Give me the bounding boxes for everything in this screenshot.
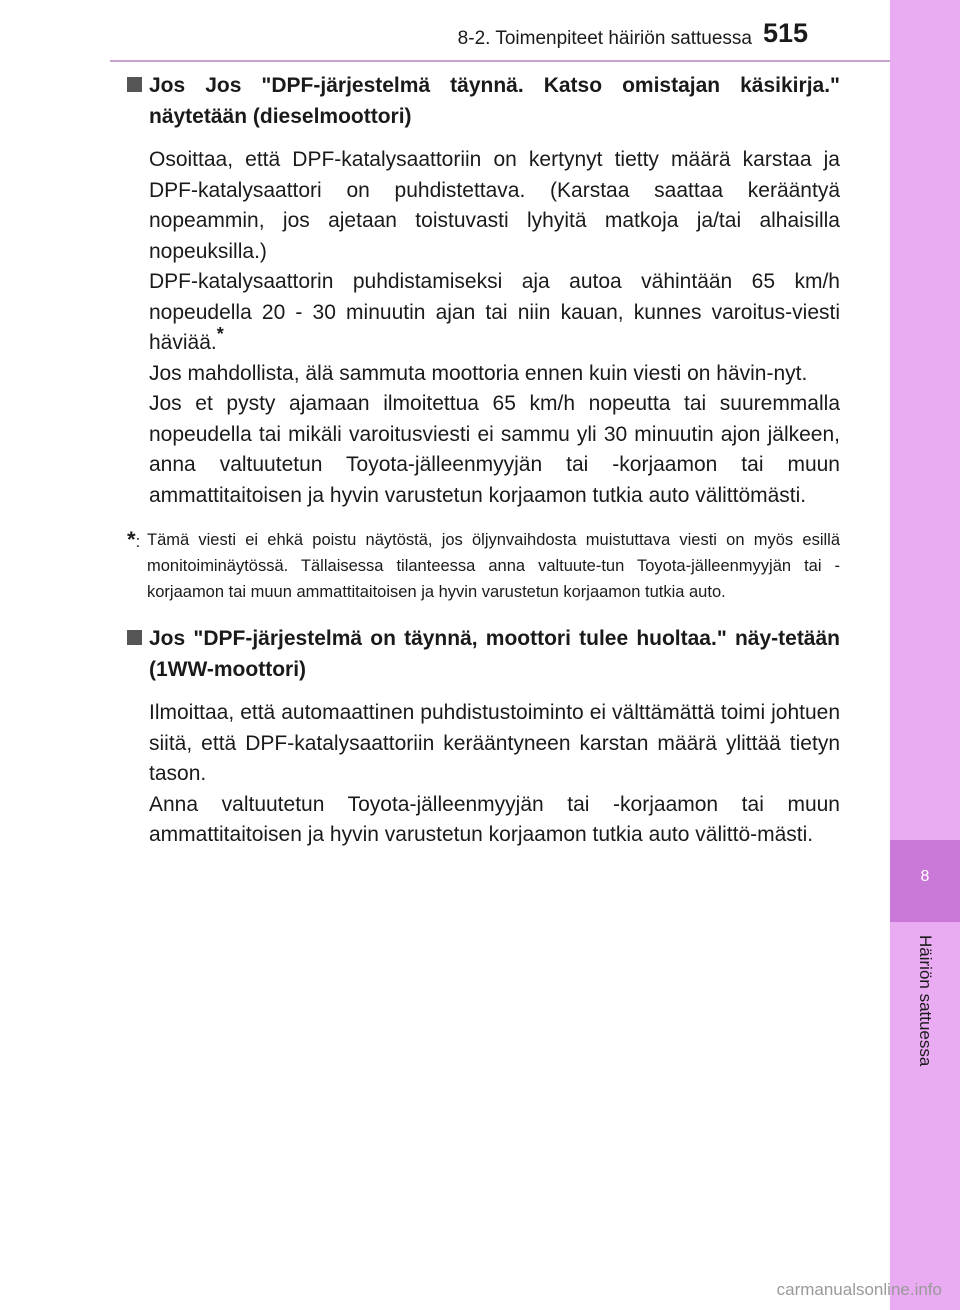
section1-heading-text: Jos Jos "DPF-järjestelmä täynnä. Katso omistajan käsikirja." näytetään (dieselmoottori): [149, 74, 840, 128]
chapter-label-text: Häiriön sattuessa: [916, 935, 935, 1067]
section1-para3: Jos mahdollista, älä sammuta moottoria ennen kuin viesti on hävin-nyt.: [149, 361, 808, 385]
section1-para1: Osoittaa, että DPF-katalysaattoriin on kertynyt tietty määrä karstaa ja DPF-katalysaattori on puhdistettava. (Karstaa saattaa kerääntyä nopeammin, jos ajetaan toistuvasti lyhyitä matkoja ja/tai alhaisilla nopeuksilla.): [149, 148, 840, 263]
page-content: [127, 70, 840, 851]
section2-para1: Ilmoittaa, että automaattinen puhdistustoiminto ei välttämättä toimi johtuen siitä, että DPF-katalysaattoriin kerääntyneen karstan määrä ylittää tietyn tason.: [149, 701, 840, 785]
section2-heading-text: Jos "DPF-järjestelmä on täynnä, moottori tulee huoltaa." näy-tetään (1WW-moottori): [149, 627, 840, 681]
section2-heading: [127, 623, 840, 685]
section2-para2: Anna valtuutetun Toyota-jälleenmyyjän tai -korjaamon tai muun ammattitaitoisen ja hyvin varustetun korjaamon tutkia auto välittö-mästi.: [149, 792, 840, 846]
section1-heading: [127, 70, 840, 132]
square-bullet-icon: [127, 77, 142, 92]
section1-para4: Jos et pysty ajamaan ilmoitettua 65 km/h nopeutta tai suuremmalla nopeudella tai mikäli varoitusviesti ei sammu yli 30 minuutin ajon jälkeen, anna valtuutetun Toyota-jälleenmyyjän tai -korjaamon tai muun ammattitaitoisen ja hyvin varustetun korjaamon tutkia auto välittömästi.: [149, 392, 840, 507]
footnote-colon: :: [135, 533, 141, 551]
chapter-number: 8: [920, 868, 930, 885]
section1-para2-text: DPF-katalysaattorin puhdistamiseksi aja autoa vähintään 65 km/h nopeudella 20 - 30 minuutin ajan tai niin kauan, kunnes varoitus-viesti häviää.: [149, 270, 840, 354]
chapter-tab[interactable]: [890, 840, 960, 922]
footnote-mark: [127, 527, 140, 555]
section-title: 8-2. Toimenpiteet häiriön sattuessa: [457, 28, 752, 49]
footnote-star: *: [127, 527, 136, 552]
footnote: [127, 527, 840, 605]
footnote-text: Tämä viesti ei ehkä poistu näytöstä, jos öljynvaihdosta muistuttava viesti on myös esillä monitoiminäytössä. Tällaisessa tilanteessa anna valtuute-tun Toyota-jälleenmyyjän tai -korjaamon tai muun ammattitaitoisen ja hyvin varustetun korjaamon tutkia auto.: [147, 531, 840, 601]
header-rule: [110, 60, 890, 62]
section1-para2: [127, 267, 840, 359]
page-header: [0, 0, 890, 62]
page-number: 515: [762, 18, 808, 48]
chapter-label: [896, 935, 954, 1095]
footnote-ref-mark: *: [216, 324, 224, 344]
side-strip: [890, 0, 960, 1310]
square-bullet-icon: [127, 630, 142, 645]
watermark: carmanualsonline.info: [776, 1280, 942, 1299]
